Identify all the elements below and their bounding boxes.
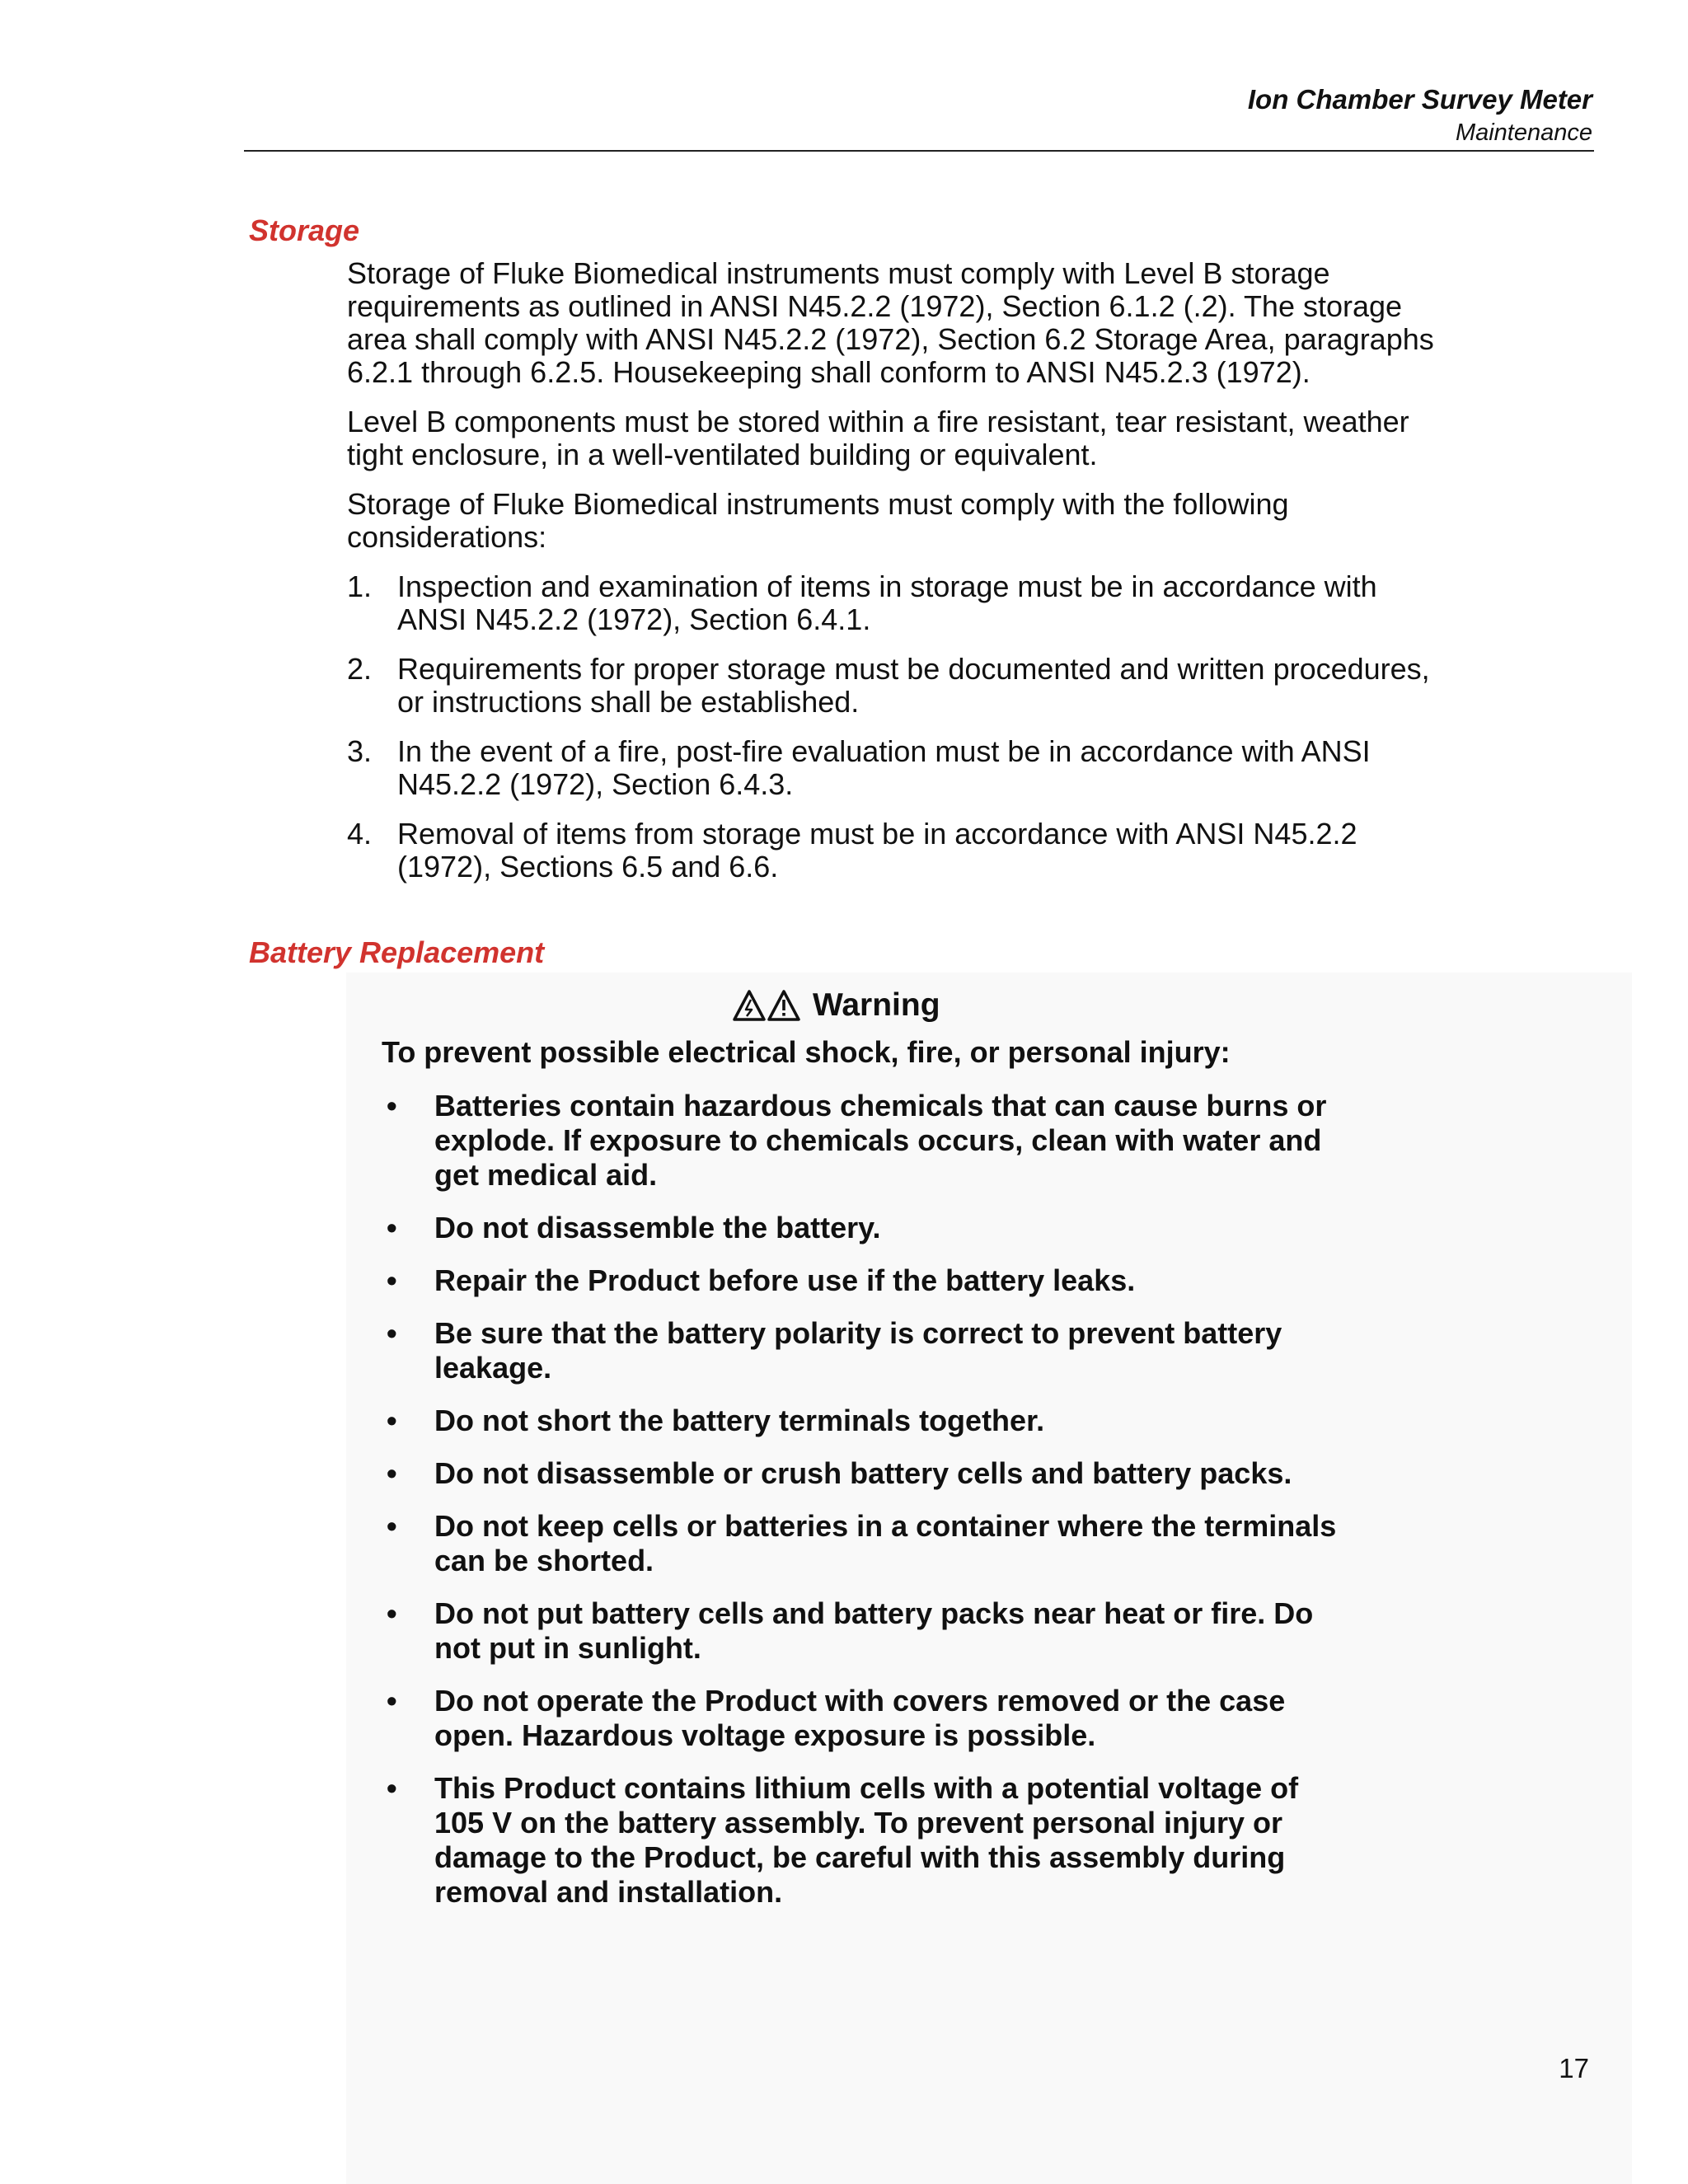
storage-body <box>347 257 1451 900</box>
bullet-glyph: • <box>387 1404 397 1437</box>
bullet-text: Repair the Product before use if the battery leaks. <box>434 1263 1136 1297</box>
warning-label: Warning <box>813 987 940 1023</box>
warning-title <box>732 986 940 1025</box>
list-number: 2. <box>347 652 373 686</box>
bullet-glyph: • <box>387 1089 397 1122</box>
list-item <box>382 1404 1338 1438</box>
storage-paragraph: Storage of Fluke Biomedical instruments must comply with Level B storage requirements as outlined in ANSI N45.2.2 (1972), Section 6.1.2 (.2). The storage area shall comply with ANSI N45.2.2 (1972), Section 6.2 Storage Area, paragraphs 6.2.1 through 6.2.5. Housekeeping shall conform to ANSI N45.2.3 (1972). <box>347 256 1434 389</box>
list-text: In the event of a fire, post-fire evaluation must be in accordance with ANSI N45.2.2 (1972), Section 6.4.3. <box>397 734 1371 801</box>
list-item <box>382 1316 1338 1385</box>
list-item <box>347 653 1451 719</box>
warning-icons <box>732 989 801 1022</box>
list-number: 4. <box>347 817 373 851</box>
bullet-glyph: • <box>387 1684 397 1718</box>
electrical-hazard-icon <box>732 989 767 1022</box>
bullet-glyph: • <box>387 1456 397 1490</box>
list-item <box>347 818 1451 883</box>
list-item <box>382 1684 1338 1753</box>
warning-bullet-list <box>382 1089 1338 1928</box>
storage-paragraph: Level B components must be stored within a fire resistant, tear resistant, weather tight enclosure, in a well-ventilated building or equivalent. <box>347 405 1409 471</box>
bullet-glyph: • <box>387 1771 397 1805</box>
bullet-glyph: • <box>387 1509 397 1543</box>
bullet-text: Do not keep cells or batteries in a container where the terminals can be shorted. <box>434 1509 1337 1577</box>
bullet-glyph: • <box>387 1211 397 1244</box>
caution-icon <box>767 989 801 1022</box>
list-item <box>382 1596 1338 1666</box>
header-rule <box>244 150 1594 152</box>
list-item <box>382 1089 1338 1193</box>
bullet-glyph: • <box>387 1316 397 1350</box>
bullet-text: Be sure that the battery polarity is correct to prevent battery leakage. <box>434 1316 1282 1385</box>
storage-considerations-list <box>347 570 1451 883</box>
list-item <box>382 1771 1338 1910</box>
bullet-text: Do not disassemble or crush battery cells and battery packs. <box>434 1456 1292 1490</box>
list-item <box>347 735 1451 801</box>
running-header <box>1248 82 1592 148</box>
list-item <box>382 1211 1338 1245</box>
list-item <box>347 570 1451 636</box>
list-text: Inspection and examination of items in storage must be in accordance with ANSI N45.2.2 (1972), Section 6.4.1. <box>397 569 1377 636</box>
list-item <box>382 1263 1338 1298</box>
running-subtitle: Maintenance <box>1455 120 1592 146</box>
bullet-text: Batteries contain hazardous chemicals that can cause burns or explode. If exposure to chemicals occurs, clean with water and get medical aid. <box>434 1089 1327 1192</box>
battery-heading: Battery Replacement <box>249 935 545 969</box>
bullet-text: Do not short the battery terminals together. <box>434 1404 1045 1437</box>
list-text: Removal of items from storage must be in accordance with ANSI N45.2.2 (1972), Sections 6.5 and 6.6. <box>397 817 1357 883</box>
running-title: Ion Chamber Survey Meter <box>1247 84 1592 115</box>
bullet-text: Do not put battery cells and battery packs near heat or fire. Do not put in sunlight. <box>434 1596 1314 1665</box>
storage-heading: Storage <box>249 213 360 247</box>
list-number: 3. <box>347 734 373 768</box>
list-number: 1. <box>347 569 373 603</box>
list-text: Requirements for proper storage must be documented and written procedures, or instructions shall be established. <box>397 652 1430 719</box>
bullet-glyph: • <box>387 1596 397 1630</box>
warning-lead: To prevent possible electrical shock, fire, or personal injury: <box>382 1035 1231 1069</box>
bullet-glyph: • <box>387 1263 397 1297</box>
storage-paragraph: Storage of Fluke Biomedical instruments must comply with the following considerations: <box>347 487 1289 554</box>
list-item <box>382 1456 1338 1491</box>
list-item <box>382 1509 1338 1578</box>
bullet-text: Do not disassemble the battery. <box>434 1211 881 1244</box>
page-number: 17 <box>1559 2053 1589 2083</box>
bullet-text: Do not operate the Product with covers removed or the case open. Hazardous voltage exposure is possible. <box>434 1684 1286 1752</box>
bullet-text: This Product contains lithium cells with a potential voltage of 105 V on the battery assembly. To prevent personal injury or damage to the Product, be careful with this assembly during removal and installation. <box>434 1771 1299 1909</box>
